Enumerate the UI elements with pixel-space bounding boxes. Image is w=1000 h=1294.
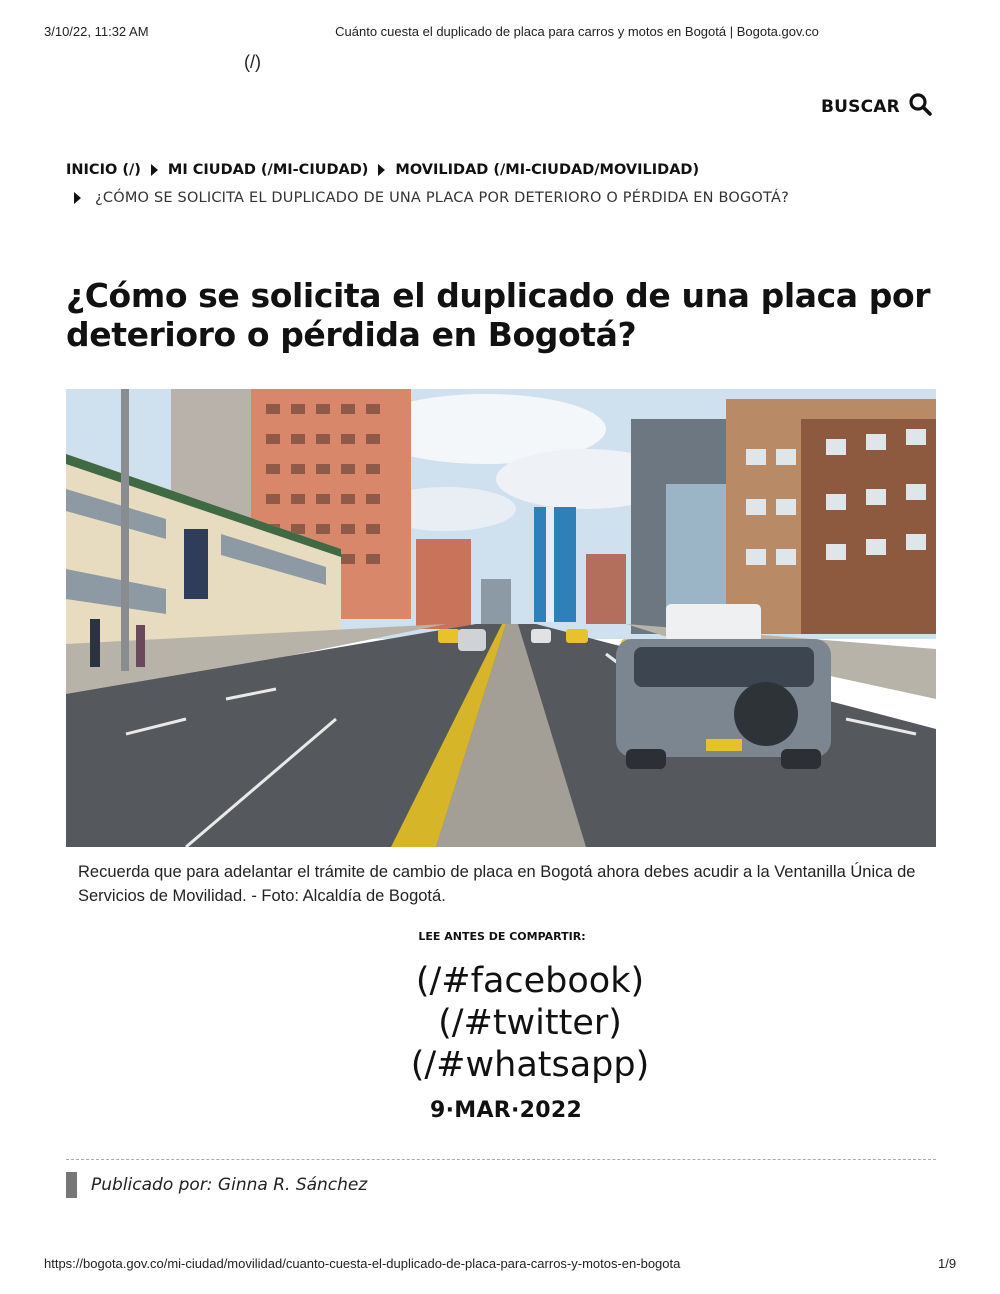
caret-right-icon — [74, 192, 81, 204]
caret-right-icon — [151, 164, 158, 176]
share-label: LEE ANTES DE COMPARTIR: — [418, 930, 586, 943]
author-accent-bar — [66, 1172, 77, 1198]
print-doc-title: Cuánto cuesta el duplicado de placa para carros y motos en Bogotá | Bogota.gov.co — [335, 24, 819, 39]
breadcrumb — [66, 162, 699, 178]
search-button[interactable] — [821, 92, 932, 121]
breadcrumb-current-row — [74, 190, 789, 206]
divider — [66, 1159, 936, 1160]
print-url: https://bogota.gov.co/mi-ciudad/movilidad/cuanto-cuesta-el-duplicado-de-placa-para-carros-y-motos-en-bogota — [44, 1256, 681, 1271]
search-label: BUSCAR — [821, 96, 900, 117]
share-whatsapp-link[interactable]: (/#whatsapp) — [410, 1045, 650, 1085]
home-link[interactable]: (/) — [244, 52, 261, 72]
article-photo — [66, 389, 936, 847]
share-facebook-link[interactable]: (/#facebook) — [415, 961, 645, 1001]
print-page-number: 1/9 — [938, 1256, 957, 1271]
print-datetime: 3/10/22, 11:32 AM — [44, 24, 149, 39]
breadcrumb-inicio[interactable]: INICIO (/) — [66, 162, 141, 178]
caret-right-icon — [378, 164, 385, 176]
page-title: ¿Cómo se solicita el duplicado de una placa por deterioro o pérdida en Bogotá? — [66, 276, 931, 354]
share-links — [0, 960, 1000, 1086]
breadcrumb-mi-ciudad[interactable]: MI CIUDAD (/MI-CIUDAD) — [167, 162, 369, 178]
publish-date: 9·MAR·2022 — [430, 1098, 583, 1123]
share-twitter-link[interactable]: (/#twitter) — [438, 1003, 622, 1043]
search-icon — [908, 92, 932, 121]
author-name: Publicado por: Ginna R. Sánchez — [91, 1175, 368, 1195]
breadcrumb-movilidad[interactable]: MOVILIDAD (/MI-CIUDAD/MOVILIDAD) — [395, 162, 700, 178]
breadcrumb-current: ¿CÓMO SE SOLICITA EL DUPLICADO DE UNA PLACA POR DETERIORO O PÉRDIDA EN BOGOTÁ? — [95, 190, 789, 206]
author-block — [66, 1172, 367, 1198]
image-caption: Recuerda que para adelantar el trámite de cambio de placa en Bogotá ahora debes acudir a la Ventanilla Única de Servicios de Movilidad. - Foto: Alcaldía de Bogotá. — [78, 863, 916, 905]
